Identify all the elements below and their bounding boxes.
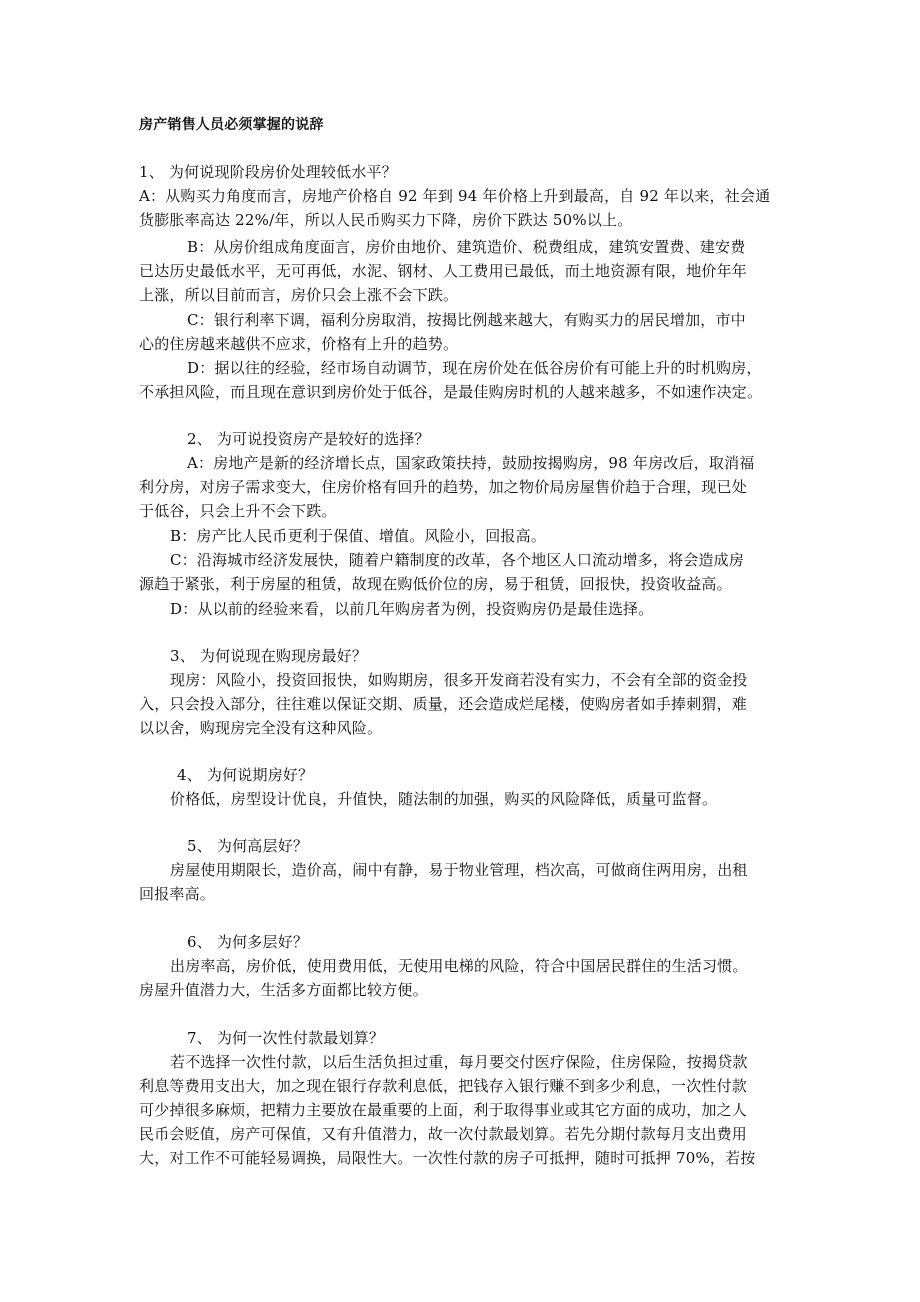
paragraph-line: 回报率高。 [139, 885, 216, 903]
question-1-heading: 1、 为何说现阶段房价处理较低水平？ [139, 163, 397, 181]
paragraph-line: 入，只会投入部分，往往难以保证交期、质量，还会造成烂尾楼，使购房者如手捧刺猬，难 [139, 695, 748, 713]
paragraph-line: 已达历史最低水平，无可再低，水泥、钢材、人工费用已最低，而土地资源有限，地价年年 [139, 262, 748, 280]
paragraph-line: 民币会贬值，房产可保值，又有升值潜力，故一次付款最划算。若先分期付款每月支出费用 [139, 1125, 748, 1143]
paragraph-line: 大，对工作不可能轻易调换，局限性大。一次性付款的房子可抵押，随时可抵押 70%，若按 [139, 1149, 756, 1167]
paragraph-line: 房屋使用期限长，造价高，闹中有静，易于物业管理，档次高，可做商住两用房，出租 [170, 861, 748, 879]
paragraph-line: 不承担风险，而且现在意识到房价处于低谷，是最佳购房时机的人越来越多，不如速作决定。 [139, 383, 763, 401]
question-3-heading: 3、 为何说现在购现房最好？ [170, 647, 368, 665]
paragraph-line: 于低谷，只会上升不会下跌。 [139, 502, 337, 520]
paragraph-line: C：银行利率下调，福利分房取消，按揭比例越来越大，有购买力的居民增加，市中 [187, 311, 746, 329]
question-7-heading: 7、 为何一次性付款最划算？ [187, 1029, 385, 1047]
paragraph-line: B：房产比人民币更利于保值、增值。风险小，回报高。 [170, 527, 547, 545]
paragraph-line: 源趋于紧张，利于房屋的租赁，故现在购低价位的房，易于租赁，回报快，投资收益高。 [139, 575, 732, 593]
paragraph-line: D：据以往的经验，经市场自动调节，现在房价处在低谷房价有可能上升的时机购房， [187, 359, 762, 377]
question-4-heading: 4、 为何说期房好？ [177, 766, 314, 784]
paragraph-line: B：从房价组成角度面言，房价由地价、建筑造价、税费组成，建筑安置费、建安费 [187, 238, 746, 256]
paragraph-line: D：从以前的经验来看，以前几年购房者为例，投资购房仍是最佳选择。 [170, 600, 654, 618]
paragraph-line: A：从购买力角度而言，房地产价格自 92 年到 94 年价格上升到最高，自 92 年以来，社会通 [139, 187, 771, 205]
question-2-heading: 2、 为可说投资房产是较好的选择？ [187, 430, 430, 448]
paragraph-line: 上涨，所以目前而言，房价只会上涨不会下跌。 [139, 286, 459, 304]
document-title: 房产销售人员必须掌握的说辞 [139, 117, 324, 133]
paragraph-line: 房屋升值潜力大，生活多方面都比较方便。 [139, 981, 428, 999]
question-6-heading: 6、 为何多层好？ [187, 933, 309, 951]
question-5-heading: 5、 为何高层好？ [187, 837, 309, 855]
paragraph-line: 利息等费用支出大，加之现在银行存款利息低，把钱存入银行赚不到多少利息，一次性付款 [139, 1077, 748, 1095]
paragraph-line: 若不选择一次性付款，以后生活负担过重，每月要交付医疗保险，住房保险，按揭贷款 [170, 1053, 748, 1071]
paragraph-line: 出房率高，房价低，使用费用低，无使用电梯的风险，符合中国居民群住的生活习惯。 [170, 957, 748, 975]
paragraph-line: 心的住房越来越供不应求，价格有上升的趋势。 [139, 335, 459, 353]
paragraph-line: 货膨胀率高达 22%/年，所以人民币购买力下降，房价下跌达 50%以上。 [139, 211, 633, 229]
paragraph-line: 以以舍，购现房完全没有这种风险。 [139, 719, 383, 737]
paragraph-line: 现房：风险小，投资回报快，如购期房，很多开发商若没有实力，不会有全部的资金投 [170, 671, 748, 689]
paragraph-line: C：沿海城市经济发展快，随着户籍制度的改革，各个地区人口流动增多，将会造成房 [170, 551, 745, 569]
paragraph-line: 可少掉很多麻烦，把精力主要放在最重要的上面，利于取得事业或其它方面的成功，加之人 [139, 1101, 748, 1119]
paragraph-line: A：房地产是新的经济增长点，国家政策扶持，鼓励按揭购房，98 年房改后，取消福 [187, 454, 755, 472]
paragraph-line: 利分房，对房子需求变大，住房价格有回升的趋势，加之物价局房屋售价趋于合理，现已处 [139, 478, 748, 496]
paragraph-line: 价格低，房型设计优良，升值快，随法制的加强，购买的风险降低，质量可监督。 [170, 790, 718, 808]
